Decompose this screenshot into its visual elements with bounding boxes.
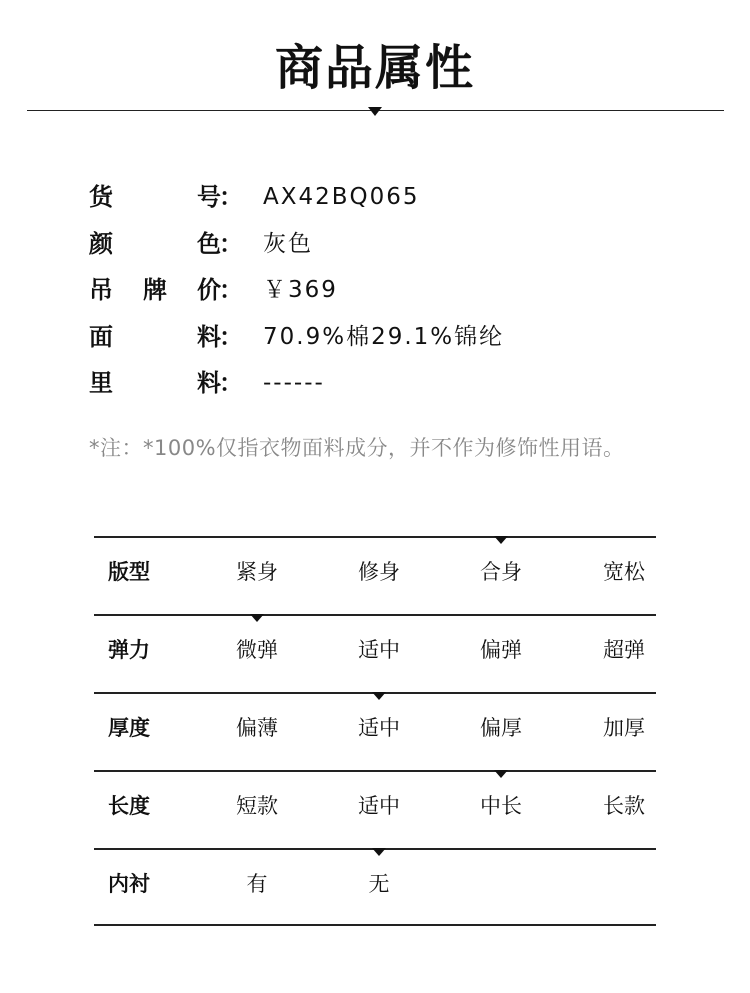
attribute-label-char: 吊 (89, 276, 113, 305)
attribute-table-row (94, 770, 656, 848)
attribute-value: 灰色 (263, 230, 313, 257)
selected-option-marker (494, 536, 508, 544)
attribute-label-char: 里 (89, 369, 113, 398)
table-row-label: 内衬 (108, 872, 150, 896)
table-option: 紧身 (236, 560, 278, 584)
attribute-label-char: 号 (197, 183, 221, 212)
attribute-list (89, 174, 504, 407)
attribute-row (89, 314, 504, 361)
table-option: 偏弹 (480, 638, 522, 662)
selected-option-marker (250, 614, 264, 622)
table-option: 偏厚 (480, 716, 522, 740)
table-option: 超弹 (603, 638, 645, 662)
attribute-row (89, 174, 504, 221)
table-option: 合身 (480, 560, 522, 584)
attribute-label-char: 料 (197, 322, 221, 351)
table-option: 适中 (358, 794, 400, 818)
attribute-colon: ： (219, 369, 243, 398)
attribute-row (89, 267, 504, 314)
attribute-colon: ： (219, 276, 243, 305)
page-title: 商品属性 (274, 40, 475, 96)
attribute-label-char: 色 (197, 229, 221, 258)
attribute-value: ￥369 (263, 277, 338, 304)
attribute-label (89, 182, 263, 212)
table-option: 加厚 (603, 716, 645, 740)
attribute-value: 70.9%棉29.1%锦纶 (263, 323, 505, 350)
attribute-value: AX42BQ065 (263, 184, 420, 211)
attribute-table (94, 536, 656, 926)
table-option: 有 (246, 872, 268, 896)
table-option: 适中 (358, 638, 400, 662)
attribute-label (89, 275, 263, 305)
attribute-label-char: 料 (197, 369, 221, 398)
attribute-label-char: 面 (89, 322, 113, 351)
title-triangle-marker (368, 107, 382, 116)
attribute-table-row (94, 692, 656, 770)
table-option: 适中 (358, 716, 400, 740)
selected-option-marker (372, 692, 386, 700)
attribute-colon: ： (219, 322, 243, 351)
attribute-table-row (94, 848, 656, 926)
table-option: 长款 (603, 794, 645, 818)
attribute-colon: ： (219, 183, 243, 212)
attribute-row (89, 221, 504, 268)
table-row-label: 版型 (108, 560, 150, 584)
table-option: 偏薄 (236, 716, 278, 740)
table-row-label: 长度 (108, 794, 150, 818)
attribute-label (89, 322, 263, 352)
selected-option-marker (372, 848, 386, 856)
table-option: 短款 (236, 794, 278, 818)
table-row-label: 厚度 (108, 716, 150, 740)
attribute-label-char: 颜 (89, 229, 113, 258)
attribute-row (89, 360, 504, 407)
attribute-label-char: 价 (197, 276, 221, 305)
table-option: 无 (368, 872, 390, 896)
attribute-table-row (94, 614, 656, 692)
table-row-label: 弹力 (108, 638, 150, 662)
table-option: 修身 (358, 560, 400, 584)
attribute-colon: ： (219, 229, 243, 258)
attribute-value: ------ (263, 370, 325, 397)
composition-note: *注：*100%仅指衣物面料成分，并不作为修饰性用语。 (89, 436, 625, 460)
attribute-label (89, 229, 263, 259)
attribute-table-row (94, 536, 656, 614)
table-option: 中长 (480, 794, 522, 818)
table-option: 宽松 (603, 560, 645, 584)
attribute-label (89, 368, 263, 398)
attribute-label-char: 牌 (143, 276, 167, 305)
selected-option-marker (494, 770, 508, 778)
attribute-label-char: 货 (89, 183, 113, 212)
table-option: 微弹 (236, 638, 278, 662)
